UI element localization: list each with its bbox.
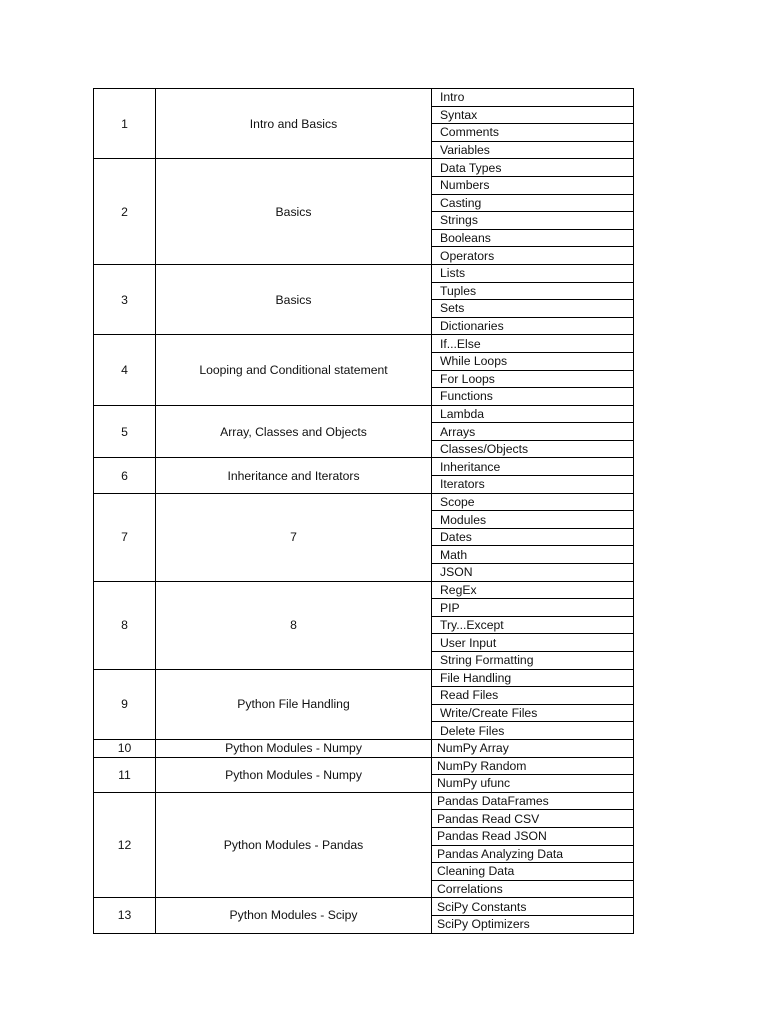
module-number: 6 <box>94 458 156 493</box>
module-number: 3 <box>94 264 156 334</box>
topic-cell: String Formatting <box>432 652 634 670</box>
topic-cell: Lists <box>432 264 634 282</box>
topic-cell: SciPy Constants <box>432 898 634 916</box>
table-row <box>94 159 634 177</box>
topic-cell: Correlations <box>432 880 634 898</box>
table-row <box>94 264 634 282</box>
topic-cell: Dates <box>432 528 634 546</box>
topic-cell: Arrays <box>432 423 634 441</box>
topic-cell: Sets <box>432 300 634 318</box>
table-row <box>94 792 634 810</box>
topic-cell: Modules <box>432 511 634 529</box>
module-title: Python Modules - Numpy <box>156 757 432 792</box>
topic-cell: Comments <box>432 124 634 142</box>
topic-cell: Iterators <box>432 476 634 494</box>
topic-cell: Pandas Read JSON <box>432 827 634 845</box>
module-title: Python Modules - Pandas <box>156 792 432 898</box>
module-number: 7 <box>94 493 156 581</box>
topic-cell: Try...Except <box>432 616 634 634</box>
topic-cell: If...Else <box>432 335 634 353</box>
curriculum-table-body <box>94 89 634 934</box>
table-row <box>94 335 634 353</box>
topic-cell: Delete Files <box>432 722 634 740</box>
topic-cell: Intro <box>432 89 634 107</box>
topic-cell: Math <box>432 546 634 564</box>
module-title: Python File Handling <box>156 669 432 739</box>
module-title: Python Modules - Scipy <box>156 898 432 933</box>
topic-cell: NumPy Array <box>432 739 634 757</box>
module-title: Inheritance and Iterators <box>156 458 432 493</box>
module-number: 11 <box>94 757 156 792</box>
topic-cell: RegEx <box>432 581 634 599</box>
topic-cell: User Input <box>432 634 634 652</box>
topic-cell: Pandas Read CSV <box>432 810 634 828</box>
topic-cell: Syntax <box>432 106 634 124</box>
topic-cell: Tuples <box>432 282 634 300</box>
module-title: 8 <box>156 581 432 669</box>
module-number: 8 <box>94 581 156 669</box>
topic-cell: Casting <box>432 194 634 212</box>
module-number: 2 <box>94 159 156 265</box>
table-row <box>94 458 634 476</box>
topic-cell: Data Types <box>432 159 634 177</box>
topic-cell: Pandas Analyzing Data <box>432 845 634 863</box>
topic-cell: NumPy Random <box>432 757 634 775</box>
topic-cell: Operators <box>432 247 634 265</box>
topic-cell: Scope <box>432 493 634 511</box>
topic-cell: While Loops <box>432 352 634 370</box>
table-row <box>94 493 634 511</box>
module-number: 1 <box>94 89 156 159</box>
module-number: 5 <box>94 405 156 458</box>
topic-cell: Booleans <box>432 229 634 247</box>
topic-cell: PIP <box>432 599 634 617</box>
topic-cell: For Loops <box>432 370 634 388</box>
module-title: 7 <box>156 493 432 581</box>
topic-cell: NumPy ufunc <box>432 775 634 793</box>
table-row <box>94 89 634 107</box>
module-number: 10 <box>94 739 156 757</box>
topic-cell: Read Files <box>432 687 634 705</box>
module-title: Intro and Basics <box>156 89 432 159</box>
topic-cell: Lambda <box>432 405 634 423</box>
table-row <box>94 739 634 757</box>
topic-cell: Write/Create Files <box>432 704 634 722</box>
curriculum-table <box>93 88 634 934</box>
topic-cell: Numbers <box>432 176 634 194</box>
table-row <box>94 581 634 599</box>
topic-cell: Classes/Objects <box>432 440 634 458</box>
topic-cell: File Handling <box>432 669 634 687</box>
module-number: 9 <box>94 669 156 739</box>
module-number: 13 <box>94 898 156 933</box>
module-title: Basics <box>156 159 432 265</box>
table-row <box>94 669 634 687</box>
topic-cell: Pandas DataFrames <box>432 792 634 810</box>
module-title: Basics <box>156 264 432 334</box>
topic-cell: Dictionaries <box>432 317 634 335</box>
topic-cell: Variables <box>432 141 634 159</box>
module-number: 4 <box>94 335 156 405</box>
module-title: Array, Classes and Objects <box>156 405 432 458</box>
table-row <box>94 898 634 916</box>
topic-cell: Strings <box>432 212 634 230</box>
topic-cell: Inheritance <box>432 458 634 476</box>
module-number: 12 <box>94 792 156 898</box>
module-title: Looping and Conditional statement <box>156 335 432 405</box>
module-title: Python Modules - Numpy <box>156 739 432 757</box>
table-row <box>94 757 634 775</box>
topic-cell: Functions <box>432 388 634 406</box>
topic-cell: Cleaning Data <box>432 863 634 881</box>
topic-cell: SciPy Optimizers <box>432 915 634 933</box>
topic-cell: JSON <box>432 564 634 582</box>
table-row <box>94 405 634 423</box>
